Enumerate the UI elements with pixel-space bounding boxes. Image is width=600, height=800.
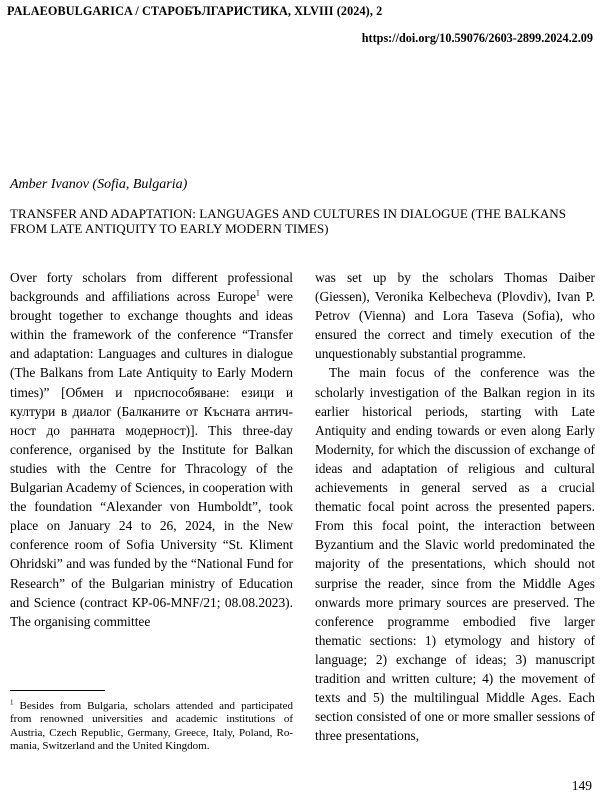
- body-text: were brought together to exchange thoughts and ideas within the framework of the conference “Transfer and adaptation: Languages and cultures in dialogue (The Balkans from Late Antiquity to Early Modern times)” [Обмен и приспособяване: езици и култури в диалог (Балканите от Късната античност до ранната модерност)]. This three-day conference, organised by the Institute for Balkan studies with the Centre for Thracology of the Bulgarian Academy of Sciences, in cooperation with the foundation “Alexander von Humboldt”, took place on January 24 to 26, 2024, in the New conference room of Sofia University “St. Kliment Ohridski” and was funded by the “National Fund for Research” of the Bulgarian ministry of Education and Science (contract КР-06-MNF/21; 08.08.2023). The organising committee: [10, 289, 293, 629]
- page-number: 149: [571, 778, 592, 793]
- journal-header: PALAEOBULGARICA / СТАРОБЪЛГАРИСТИКА, XLVIII (2024), 2: [7, 4, 383, 18]
- body-paragraph: was set up by the scholars Thomas Daiber (Giessen), Veronika Kelbecheva (Plovdiv), Ivan P. Petrov (Vienna) and Lora Taseva (Sofia), who ensured the correct and timely execution of the unquestionably substantial programme.: [315, 270, 595, 362]
- body-column-left: [10, 268, 293, 631]
- footnote-text: Besides from Bulgaria, scholars attended and participated from renowned universities and academic institutions of Austria, Czech Republic, Germany, Greece, Italy, Poland, Romania, Switzerland and the United Kingdom.: [10, 700, 293, 753]
- footnote-reference[interactable]: 1: [255, 288, 260, 298]
- footnote: [10, 700, 293, 754]
- footnote-divider: [10, 690, 105, 691]
- author-line: Amber Ivanov (Sofia, Bulgaria): [10, 177, 188, 192]
- body-paragraph: [10, 268, 293, 631]
- footnote-marker: 1: [10, 698, 14, 707]
- doi-link[interactable]: https://doi.org/10.59076/2603-2899.2024.2.09: [361, 31, 593, 45]
- body-paragraph: The main focus of the conference was the scholarly investigation of the Balkan region in its earlier historical periods, starting with Late Antiquity and ending towards or even along Early Modernity, for which the discussion of exchange of ideas and adaptation of religious and cultural achievements in general served as a crucial thematic focal point across the presented papers. From this focal point, the interaction between Byzantium and the Slavic world predominated the majority of the presentations, which should not surprise the reader, since from the Middle Ages onwards more primary sources are preserved. The conference programme embodied five larger thematic sections: 1) etymology and history of language; 2) exchange of ideas; 3) manuscript tradition and written culture; 4) the movement of texts and 5) the multilingual Middle Ages. Each section consisted of one or more smaller sessions of three presentations,: [315, 365, 595, 744]
- article-title: TRANSFER AND ADAPTATION: LANGUAGES AND CULTURES IN DIALOGUE (THE BALKANS FROM LATE ANTIQUITY TO EARLY MODERN TIMES): [10, 206, 567, 236]
- body-column-right: [315, 268, 595, 745]
- body-text: Over forty scholars from different professional backgrounds and affiliations across Europe: [10, 270, 293, 305]
